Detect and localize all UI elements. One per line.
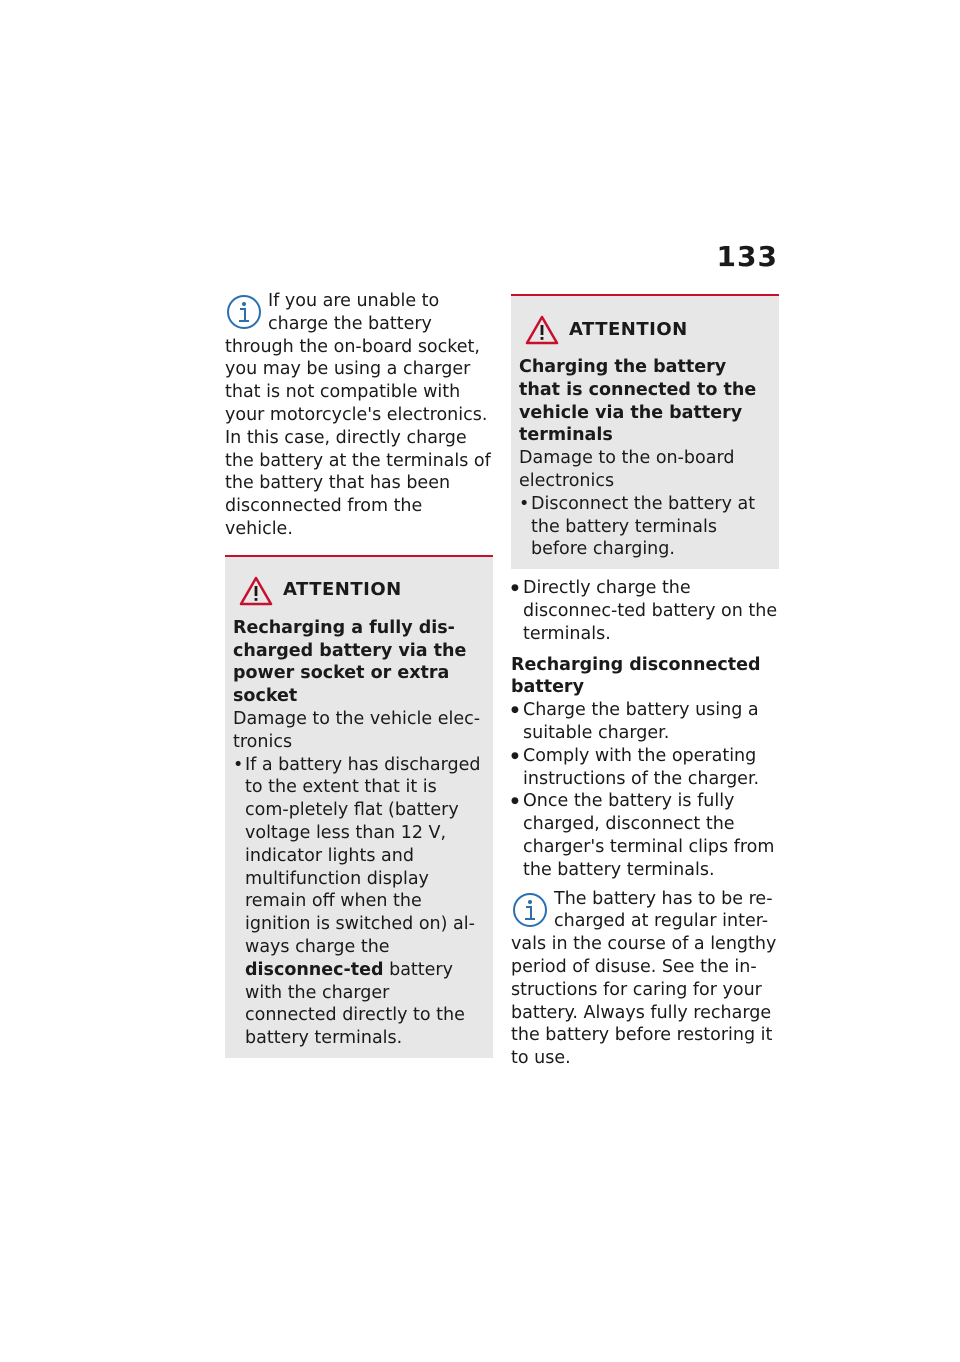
list-item: ● Directly charge the disconnec-ted battery on the terminals. — [511, 577, 779, 645]
list-item: ● Comply with the operating instructions of the charger. — [511, 745, 779, 791]
warning-box — [225, 555, 493, 1058]
list-item: ● Once the battery is fully charged, disconnect the charger's terminal clips from the battery terminals. — [511, 790, 779, 881]
warning-triangle-icon — [239, 575, 273, 607]
left-column — [225, 290, 493, 1058]
page-number: 133 — [716, 240, 778, 273]
info-line: If you are unable to — [268, 291, 440, 311]
info-icon — [511, 890, 549, 930]
info-text: through the on-board socket, you may be using a charger that is not compatible with your motorcycle's electronics. In this case, directly charge the battery at the terminals of the battery that has been disconnected from the vehicle. — [225, 336, 491, 539]
section-heading: Recharging disconnected battery — [511, 654, 761, 698]
warning-title: ATTENTION — [569, 318, 688, 340]
right-column — [511, 290, 779, 1070]
info-text: vals in the course of a lengthy period of disuse. See the in-structions for caring for your battery. Always fully recharge the battery before restoring it to use. — [511, 934, 777, 1069]
info-line: charged at regular inter- — [554, 911, 769, 932]
warning-triangle-icon — [525, 314, 559, 346]
warning-bullet: • Disconnect the battery at the battery terminals before charging. — [519, 493, 771, 561]
info-line: charge the battery — [268, 313, 432, 334]
warning-subtitle: Recharging a fully dis-charged battery via the power socket or extra socket — [233, 617, 467, 707]
info-icon — [225, 292, 263, 332]
info-note — [511, 888, 779, 1070]
warning-title: ATTENTION — [283, 579, 402, 601]
warning-consequence: Damage to the on-board electronics — [519, 448, 735, 491]
warning-bullet: • If a battery has discharged to the extent that it is com-pletely flat (battery voltage less than 12 V, indicator lights and multifunction display remain off when the ignition is switched on) al-ways charge the disconnec-ted battery with the charger connected directly to the battery terminals. — [233, 754, 485, 1050]
info-line: The battery has to be re- — [554, 888, 773, 909]
list-item: ● Charge the battery using a suitable charger. — [511, 699, 779, 745]
warning-box — [511, 294, 779, 569]
warning-consequence: Damage to the vehicle elec-tronics — [233, 708, 481, 752]
info-note — [225, 290, 493, 541]
warning-subtitle: Charging the battery that is connected to the vehicle via the battery terminals — [519, 357, 757, 446]
